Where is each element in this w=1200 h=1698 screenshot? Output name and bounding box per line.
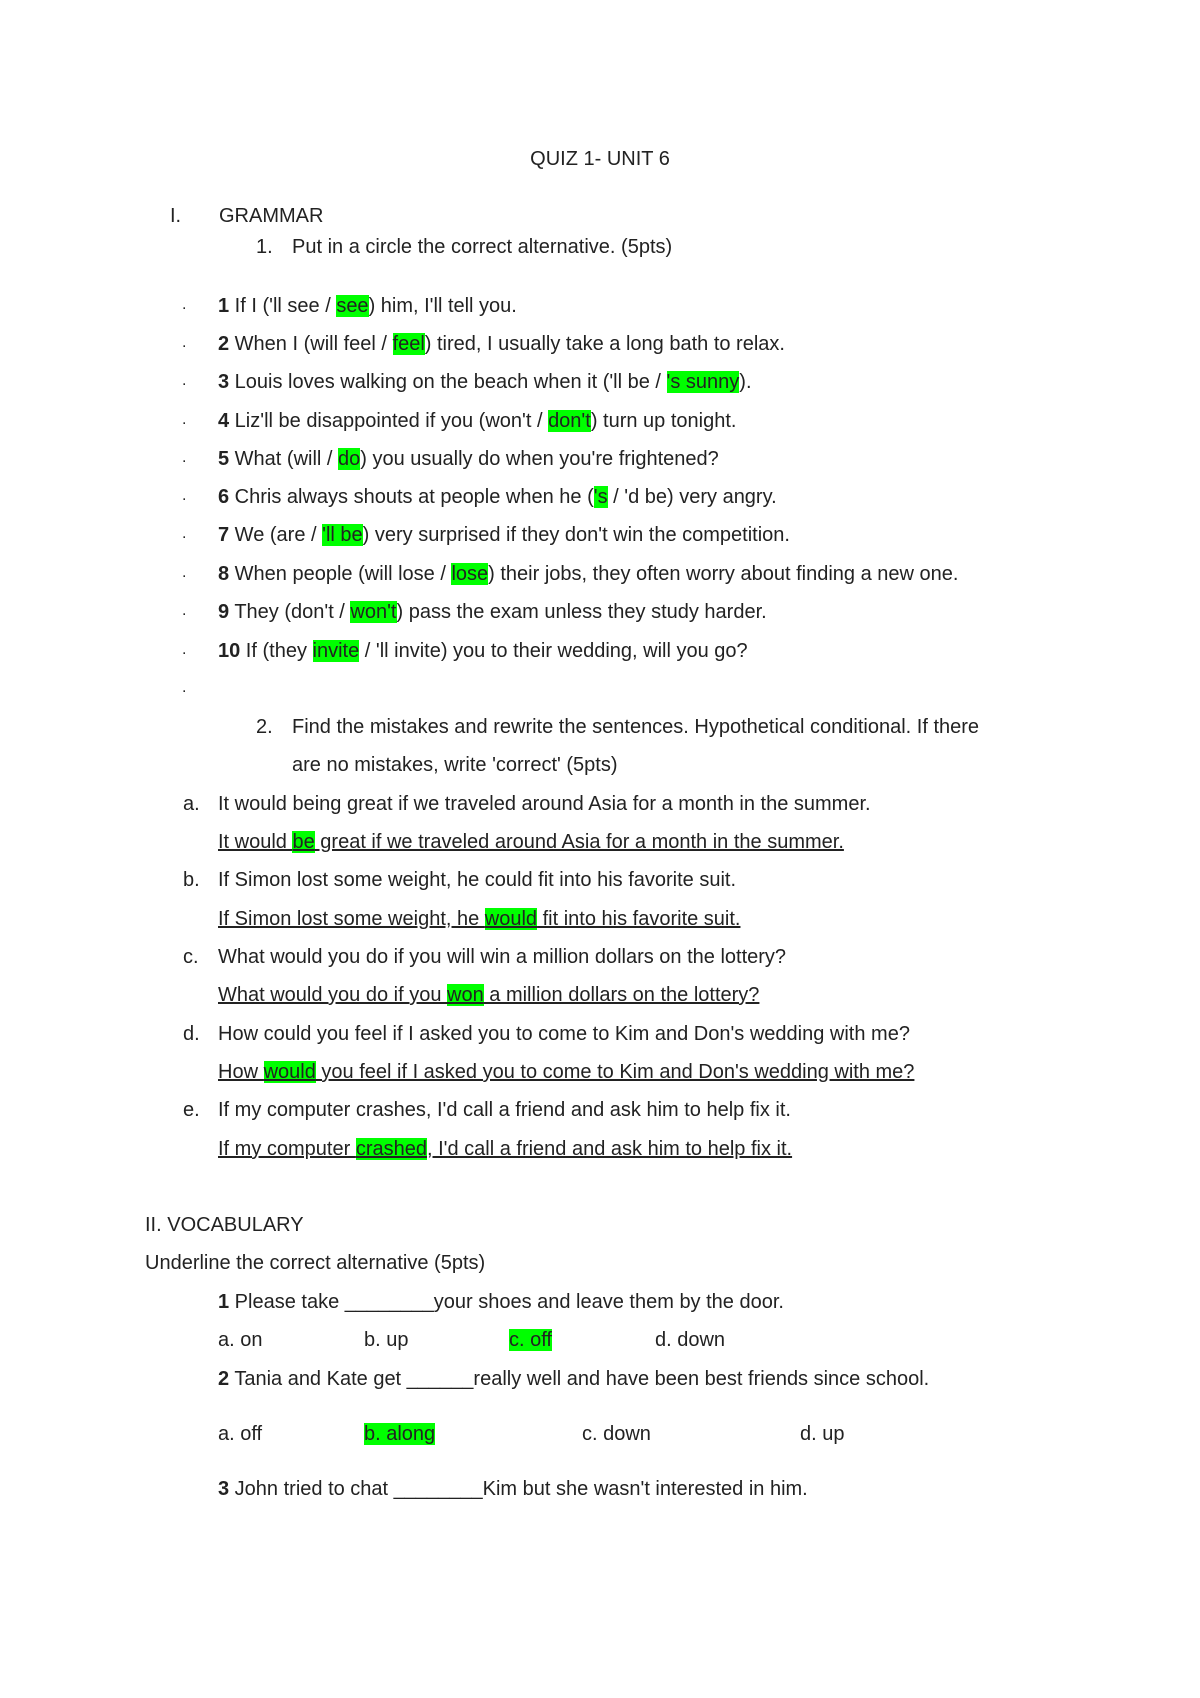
highlighted-answer: invite bbox=[312, 640, 360, 662]
corrected-sentence bbox=[218, 1136, 792, 1162]
list-item bbox=[218, 638, 748, 664]
exercise-2-instruction-line-2: are no mistakes, write 'correct' (5pts) bbox=[292, 754, 618, 776]
corrected-sentence bbox=[218, 906, 740, 932]
original-sentence: It would being great if we traveled around Asia for a month in the summer. bbox=[218, 793, 871, 815]
question-text: Tania and Kate get ______really well and have been best friends since school. bbox=[229, 1368, 930, 1390]
option-b[interactable]: b. up bbox=[364, 1329, 409, 1351]
bullet-dot: . bbox=[182, 411, 187, 428]
exercise-2-instruction-line-1: Find the mistakes and rewrite the sentences. Hypothetical conditional. If there bbox=[292, 716, 980, 738]
highlighted-answer: don't bbox=[548, 410, 591, 432]
section-roman-numeral: I. bbox=[170, 205, 182, 227]
list-item bbox=[218, 293, 517, 319]
list-item bbox=[218, 561, 958, 587]
sentence-text: If my computer bbox=[218, 1138, 356, 1160]
corrected-sentence bbox=[218, 1059, 914, 1085]
item-letter: e. bbox=[183, 1099, 200, 1121]
vocab-question-1 bbox=[218, 1289, 784, 1315]
sentence-text: a million dollars on the lottery? bbox=[483, 984, 760, 1006]
vocab-question-2 bbox=[218, 1366, 929, 1392]
page-title: QUIZ 1- UNIT 6 bbox=[530, 148, 670, 170]
item-text: When I (will feel / bbox=[229, 333, 393, 355]
item-letter: d. bbox=[183, 1023, 200, 1045]
item-text: ) you usually do when you're frightened? bbox=[360, 448, 719, 470]
highlighted-answer: 's bbox=[593, 486, 608, 508]
option-c[interactable] bbox=[509, 1327, 552, 1353]
question-text: Please take ________your shoes and leave them by the door. bbox=[229, 1291, 784, 1313]
sentence-text: great if we traveled around Asia for a month in the summer. bbox=[314, 831, 844, 853]
sentence-text: How bbox=[218, 1061, 264, 1083]
vocabulary-instruction: Underline the correct alternative (5pts) bbox=[145, 1252, 486, 1274]
sentence-text: If Simon lost some weight, he bbox=[218, 908, 485, 930]
option-a[interactable]: a. on bbox=[218, 1329, 263, 1351]
highlighted-answer: lose bbox=[451, 563, 489, 585]
item-text: ) tired, I usually take a long bath to relax. bbox=[424, 333, 785, 355]
highlighted-answer: 'll be bbox=[322, 524, 363, 546]
exercise-1-number: 1. bbox=[256, 236, 273, 258]
bullet-dot: . bbox=[182, 525, 187, 542]
item-text: ) him, I'll tell you. bbox=[368, 295, 517, 317]
highlighted-correction: be bbox=[292, 831, 315, 853]
item-text: If I ('ll see / bbox=[229, 295, 337, 317]
highlighted-answer: 's sunny bbox=[666, 371, 740, 393]
item-number: 4 bbox=[218, 410, 230, 432]
highlighted-correction: won bbox=[447, 984, 484, 1006]
list-item bbox=[218, 408, 736, 434]
item-text: ) very surprised if they don't win the competition. bbox=[362, 524, 790, 546]
list-item bbox=[218, 599, 767, 625]
item-number: 5 bbox=[218, 448, 230, 470]
option-a[interactable]: a. off bbox=[218, 1423, 263, 1445]
item-text: They (don't / bbox=[229, 601, 351, 623]
item-text: Liz'll be disappointed if you (won't / bbox=[229, 410, 549, 432]
bullet-dot: . bbox=[182, 449, 187, 466]
item-text: ) their jobs, they often worry about finding a new one. bbox=[488, 563, 959, 585]
option-d[interactable]: d. up bbox=[800, 1423, 845, 1445]
bullet-dot: . bbox=[182, 641, 187, 658]
option-c[interactable]: c. down bbox=[582, 1423, 651, 1445]
option-d[interactable]: d. down bbox=[655, 1329, 726, 1351]
original-sentence: What would you do if you will win a million dollars on the lottery? bbox=[218, 946, 787, 968]
item-text: ) turn up tonight. bbox=[590, 410, 737, 432]
item-letter: b. bbox=[183, 869, 200, 891]
question-text: John tried to chat ________Kim but she wasn't interested in him. bbox=[229, 1478, 808, 1500]
exercise-1-instruction: Put in a circle the correct alternative. (5pts) bbox=[292, 236, 673, 258]
item-text: If (they bbox=[240, 640, 313, 662]
sentence-text: It would bbox=[218, 831, 293, 853]
highlighted-correction: would bbox=[263, 1061, 316, 1083]
exercise-2-number: 2. bbox=[256, 716, 273, 738]
highlighted-answer: feel bbox=[392, 333, 425, 355]
item-number: 2 bbox=[218, 333, 230, 355]
question-number: 1 bbox=[218, 1291, 230, 1313]
item-number: 1 bbox=[218, 295, 230, 317]
highlighted-answer: c. off bbox=[509, 1329, 552, 1351]
highlighted-answer: see bbox=[336, 295, 369, 317]
item-number: 8 bbox=[218, 563, 230, 585]
corrected-sentence bbox=[218, 982, 759, 1008]
item-text: Chris always shouts at people when he ( bbox=[229, 486, 594, 508]
item-text: When people (will lose / bbox=[229, 563, 452, 585]
item-text: Louis loves walking on the beach when it ('ll be / bbox=[229, 371, 667, 393]
option-b[interactable] bbox=[364, 1421, 435, 1447]
bullet-dot: . bbox=[182, 334, 187, 351]
section-heading-grammar: GRAMMAR bbox=[219, 205, 324, 227]
highlighted-correction: would bbox=[484, 908, 538, 930]
list-item bbox=[218, 369, 752, 395]
highlighted-answer: do bbox=[338, 448, 361, 470]
item-text: / 'll invite) you to their wedding, will you go? bbox=[359, 640, 748, 662]
highlighted-answer: won't bbox=[350, 601, 397, 623]
bullet-dot: . bbox=[182, 296, 187, 313]
item-text: ). bbox=[739, 371, 752, 393]
original-sentence: If Simon lost some weight, he could fit into his favorite suit. bbox=[218, 869, 737, 891]
highlighted-answer: b. along bbox=[364, 1423, 436, 1445]
sentence-text: fit into his favorite suit. bbox=[537, 908, 741, 930]
list-item bbox=[218, 484, 777, 510]
item-number: 7 bbox=[218, 524, 230, 546]
list-item bbox=[218, 522, 790, 548]
original-sentence: If my computer crashes, I'd call a friend and ask him to help fix it. bbox=[218, 1099, 791, 1121]
item-number: 3 bbox=[218, 371, 230, 393]
vocab-question-3 bbox=[218, 1476, 808, 1502]
bullet-dot: . bbox=[182, 679, 187, 696]
item-number: 6 bbox=[218, 486, 230, 508]
list-item bbox=[218, 446, 719, 472]
item-text: We (are / bbox=[229, 524, 323, 546]
sentence-text: What would you do if you bbox=[218, 984, 448, 1006]
item-text: What (will / bbox=[229, 448, 339, 470]
question-number: 2 bbox=[218, 1368, 230, 1390]
bullet-dot: . bbox=[182, 564, 187, 581]
item-letter: c. bbox=[183, 946, 199, 968]
sentence-text: , I'd call a friend and ask him to help fix it. bbox=[426, 1138, 793, 1160]
bullet-dot: . bbox=[182, 372, 187, 389]
highlighted-correction: crashed bbox=[355, 1138, 427, 1160]
corrected-sentence bbox=[218, 829, 844, 855]
bullet-dot: . bbox=[182, 602, 187, 619]
list-item bbox=[218, 331, 785, 357]
question-number: 3 bbox=[218, 1478, 230, 1500]
bullet-dot: . bbox=[182, 487, 187, 504]
item-number: 10 bbox=[218, 640, 241, 662]
item-text: ) pass the exam unless they study harder. bbox=[396, 601, 767, 623]
item-letter: a. bbox=[183, 793, 200, 815]
section-heading-vocabulary: II. VOCABULARY bbox=[145, 1214, 304, 1236]
original-sentence: How could you feel if I asked you to come to Kim and Don's wedding with me? bbox=[218, 1023, 910, 1045]
sentence-text: you feel if I asked you to come to Kim and Don's wedding with me? bbox=[315, 1061, 915, 1083]
item-number: 9 bbox=[218, 601, 230, 623]
item-text: / 'd be) very angry. bbox=[607, 486, 777, 508]
